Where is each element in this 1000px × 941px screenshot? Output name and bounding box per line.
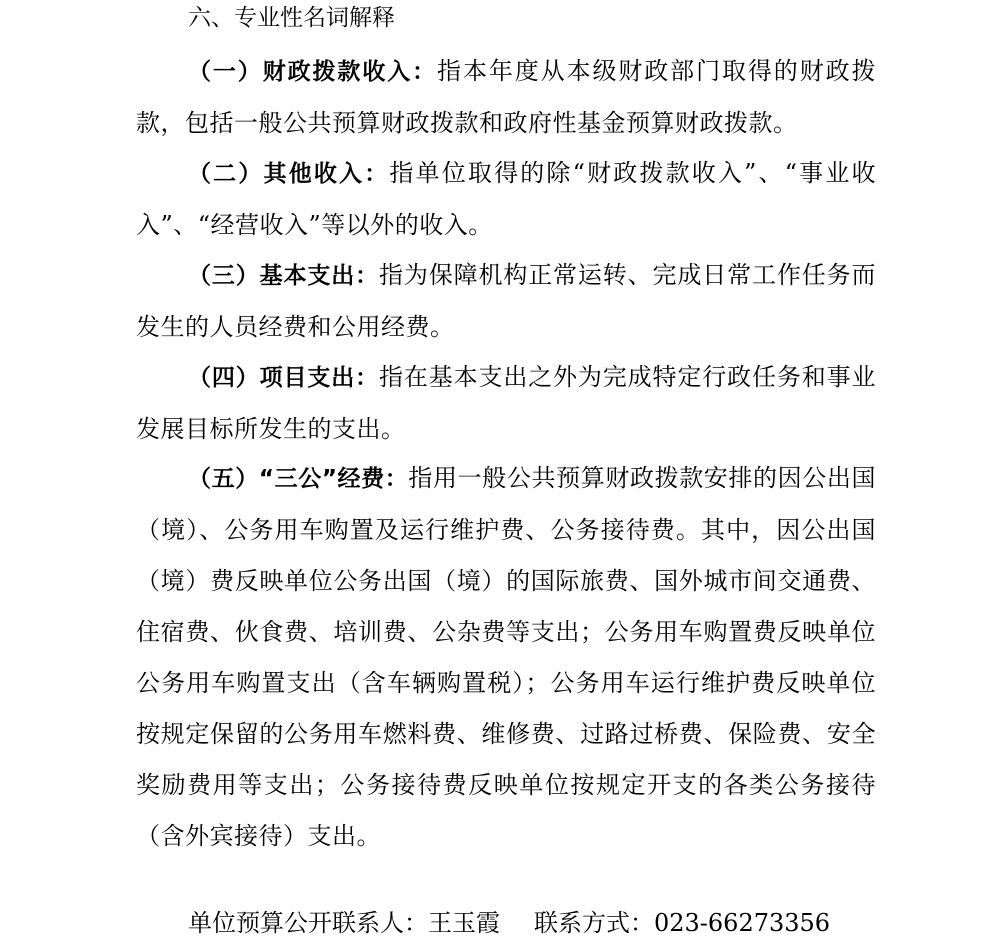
- definition-term: （三）基本支出：: [188, 263, 379, 289]
- definition-paragraph: [136, 453, 876, 862]
- definition-text: 指本年度从本级财政部门取得的财政拨款，包括一般公共预算财政拨款和政府性基金预算财政拨款。: [136, 57, 877, 137]
- definition-text: 指在基本支出之外为完成特定行政任务和事业发展目标所发生的支出。: [136, 363, 877, 443]
- definition-paragraph: [136, 250, 876, 353]
- definition-term: （五）“三公”经费：: [188, 466, 409, 492]
- definition-text: 指为保障机构正常运转、完成日常工作任务而发生的人员经费和公用经费。: [136, 261, 877, 341]
- definition-text: 指用一般公共预算财政拨款安排的因公出国（境）、公务用车购置及运行维护费、公务接待费。其中，因公出国（境）费反映单位公务出国（境）的国际旅费、国外城市间交通费、住宿费、伙食费、培训费、公杂费等支出；公务用车购置费反映单位公务用车购置支出（含车辆购置税）；公务用车运行维护费反映单位按规定保留的公务用车燃料费、维修费、过路过桥费、保险费、安全奖励费用等支出；公务接待费反映单位按规定开支的各类公务接待（含外宾接待）支出。: [136, 464, 877, 850]
- definition-paragraph: [136, 352, 876, 455]
- section-heading: 六、专业性名词解释: [188, 5, 395, 31]
- definition-paragraph: [136, 148, 876, 251]
- definition-paragraph: [136, 46, 876, 149]
- definition-text: 指单位取得的除“财政拨款收入”、“事业收入”、“经营收入”等以外的收入。: [136, 159, 876, 239]
- definition-term: （二）其他收入：: [188, 161, 390, 187]
- contact-footer: [188, 905, 830, 941]
- definition-term: （一）财政拨款收入：: [188, 59, 438, 85]
- contact-person: 单位预算公开联系人：王玉霞: [188, 909, 500, 937]
- contact-method: 联系方式：023-66273356: [534, 909, 831, 937]
- definition-term: （四）项目支出：: [188, 365, 379, 391]
